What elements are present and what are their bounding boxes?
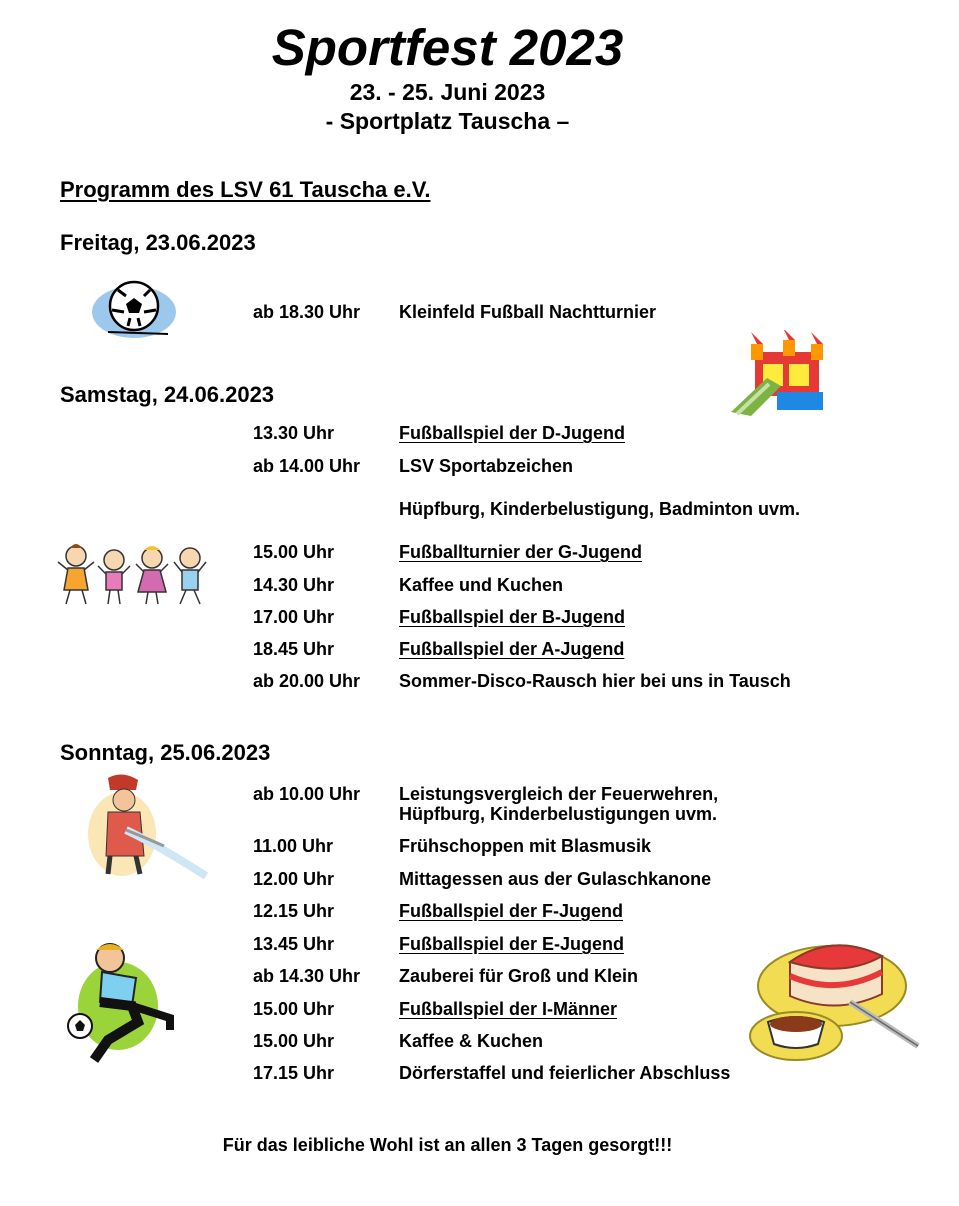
event-time: 18.45 Uhr bbox=[253, 639, 335, 659]
event-desc: Zauberei für Groß und Klein bbox=[399, 966, 639, 986]
event-desc: Kaffee & Kuchen bbox=[399, 1031, 544, 1051]
event-time: 12.15 Uhr bbox=[253, 901, 335, 921]
event-time: 13.30 Uhr bbox=[253, 423, 335, 443]
footer-note: Für das leibliche Wohl ist an allen 3 Tagen gesorgt!!! bbox=[222, 1135, 673, 1155]
kids-icon bbox=[56, 538, 216, 612]
event-time: ab 14.00 Uhr bbox=[253, 456, 361, 476]
event-desc: Fußballturnier der G-Jugend bbox=[399, 542, 643, 562]
firefighter-icon bbox=[86, 772, 210, 882]
event-desc: Frühschoppen mit Blasmusik bbox=[399, 836, 652, 856]
event-desc: LSV Sportabzeichen bbox=[399, 456, 574, 476]
soccer-player-icon bbox=[66, 940, 178, 1066]
event-time: 15.00 Uhr bbox=[253, 999, 335, 1019]
page-title: Sportfest 2023 bbox=[271, 19, 624, 76]
event-time: ab 14.30 Uhr bbox=[253, 966, 361, 986]
event-dates: 23. - 25. Juni 2023 bbox=[349, 79, 546, 105]
event-desc: Leistungsvergleich der Feuerwehren, bbox=[399, 784, 719, 804]
event-time: 15.00 Uhr bbox=[253, 1031, 335, 1051]
event-desc: Dörferstaffel und feierlicher Abschluss bbox=[399, 1063, 731, 1083]
event-time: ab 18.30 Uhr bbox=[253, 302, 361, 322]
event-desc: Fußballspiel der F-Jugend bbox=[399, 901, 624, 921]
event-desc: Hüpfburg, Kinderbelustigung, Badminton uvm. bbox=[399, 499, 800, 519]
program-title: Programm des LSV 61 Tauscha e.V. bbox=[60, 177, 431, 202]
event-desc: Kaffee und Kuchen bbox=[399, 575, 564, 595]
event-desc: Mittagessen aus der Gulaschkanone bbox=[399, 869, 712, 889]
event-time: 14.30 Uhr bbox=[253, 575, 335, 595]
event-time: 12.00 Uhr bbox=[253, 869, 335, 889]
bouncy-castle-icon bbox=[727, 330, 827, 416]
cake-coffee-icon bbox=[748, 932, 924, 1066]
event-time: ab 10.00 Uhr bbox=[253, 784, 361, 804]
event-desc: Fußballspiel der A-Jugend bbox=[399, 639, 625, 659]
day-heading-friday: Freitag, 23.06.2023 bbox=[60, 230, 256, 255]
event-time: 11.00 Uhr bbox=[253, 836, 334, 856]
event-desc: Sommer-Disco-Rausch hier bei uns in Tausch bbox=[399, 671, 791, 691]
event-time: 13.45 Uhr bbox=[253, 934, 335, 954]
event-location: - Sportplatz Tauscha – bbox=[325, 108, 570, 134]
event-time: 15.00 Uhr bbox=[253, 542, 335, 562]
day-heading-sunday: Sonntag, 25.06.2023 bbox=[60, 740, 271, 765]
event-desc: Fußballspiel der B-Jugend bbox=[399, 607, 626, 627]
event-desc: Fußballspiel der E-Jugend bbox=[399, 934, 625, 954]
day-heading-saturday: Samstag, 24.06.2023 bbox=[60, 382, 275, 407]
event-desc: Kleinfeld Fußball Nachtturnier bbox=[399, 302, 657, 322]
event-desc-line2: Hüpfburg, Kinderbelustigungen uvm. bbox=[399, 804, 717, 824]
event-time: ab 20.00 Uhr bbox=[253, 671, 361, 691]
event-time: 17.00 Uhr bbox=[253, 607, 335, 627]
event-desc: Fußballspiel der D-Jugend bbox=[399, 423, 626, 443]
event-time: 17.15 Uhr bbox=[253, 1063, 335, 1083]
event-desc: Fußballspiel der I-Männer bbox=[399, 999, 618, 1019]
soccer-ball-icon bbox=[88, 276, 180, 342]
